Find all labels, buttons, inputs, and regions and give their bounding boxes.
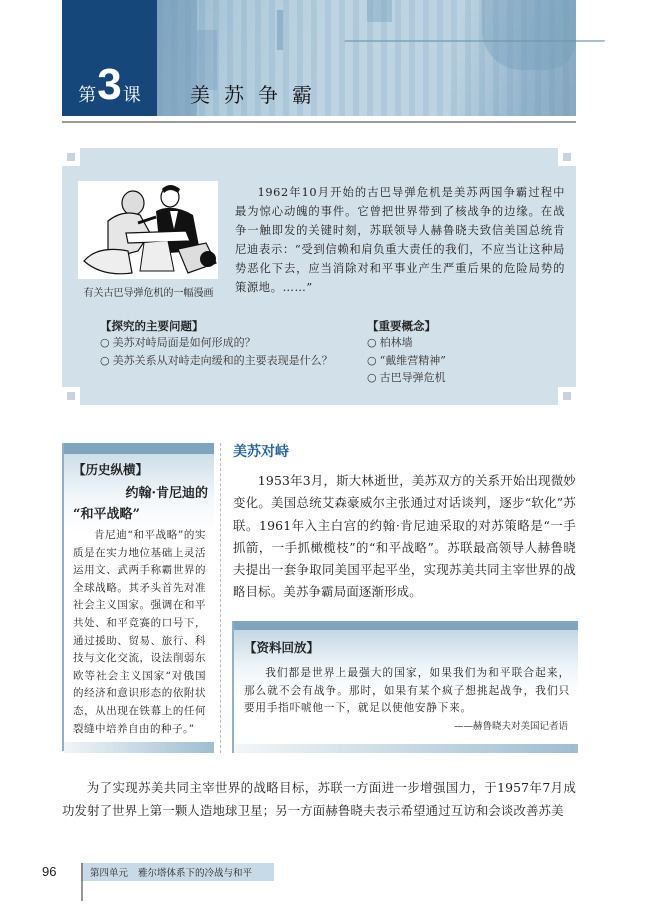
section-title: 美苏对峙 bbox=[233, 444, 289, 460]
intro-paragraph-text: 1962年10月开始的古巴导弹危机是美苏两国争霸过程中最为惊心动魄的事件。它曾把世界带到了核战争的边缘。在战争一触即发的关键时刻，苏联领导人赫鲁晓夫致信美国总统肯尼迪表示：“受到信赖和肩负重大责任的我们，不应当让这种局势恶化下去，应当消除对和平事业产生严重后果的危险局势的策源地。……” bbox=[235, 186, 565, 294]
cartoon-caption: 有关古巴导弹危机的一幅漫画 bbox=[83, 288, 214, 299]
footer-divider bbox=[81, 881, 83, 901]
lesson-suffix: 课 bbox=[122, 85, 141, 105]
lesson-prefix: 第 bbox=[78, 85, 97, 105]
cuban-missile-crisis-cartoon bbox=[78, 181, 218, 279]
page-number: 96 bbox=[42, 864, 57, 879]
section-paragraph bbox=[233, 470, 576, 604]
section-paragraph-text: 1953年3月，斯大林逝世，美苏双方的关系开始出现微妙变化。美国总统艾森豪威尔主张通过对话谈判，逐步“软化”苏联。1961年入主白宫的约翰·肯尼迪采取的对苏策略是“一手抓箭，一手抓橄榄枝”的“和平战略”。苏联最高领导人赫鲁晓夫提出一套争取同美国平起平坐，实现苏美共同主宰世界的战略目标。美苏争霸局面逐渐形成。 bbox=[233, 473, 576, 600]
history-sidebar-body bbox=[73, 527, 206, 738]
column-divider bbox=[220, 443, 221, 753]
main-questions-heading: 【探究的主要问题】 bbox=[100, 319, 204, 333]
main-questions bbox=[100, 318, 360, 369]
lesson-title: 美苏争霸 bbox=[190, 83, 326, 107]
data-replay-quote bbox=[244, 665, 570, 718]
concept-item: ○ 柏林墙 bbox=[367, 334, 517, 352]
intro-paragraph bbox=[235, 183, 565, 297]
header-divider bbox=[62, 121, 576, 123]
continuation-paragraph-text: 为了实现苏美共同主宰世界的战略目标，苏联一方面进一步增强国力，于1957年7月成功发射了世界上第一颗人造地球卫星；另一方面赫鲁晓夫表示希望通过互访和会谈改善苏美 bbox=[62, 780, 576, 818]
sidebar-title-line1: 约翰·肯尼迪的 bbox=[125, 486, 208, 501]
history-sidebar-heading: 【历史纵横】 bbox=[73, 462, 149, 477]
corner-ornament bbox=[558, 387, 576, 405]
concept-item: ○ “戴维营精神” bbox=[367, 352, 517, 370]
corner-ornament bbox=[558, 148, 576, 166]
building-silhouette bbox=[367, 0, 392, 22]
continuation-paragraph bbox=[62, 776, 576, 822]
replay-quote-text: 我们都是世界上最强大的国家，如果我们为和平联合起来，那么就不会有战争。那时，如果有某个疯子想挑起战争，我们只要用手指吓唬他一下，就足以使他安静下来。 bbox=[244, 667, 570, 714]
footer-unit-title: 雅尔塔体系下的冷战与和平 bbox=[138, 868, 253, 879]
tree-silhouette bbox=[277, 10, 283, 50]
question-item: ○ 美苏对峙局面是如何形成的？ bbox=[100, 334, 360, 352]
sidebar-bottom-band bbox=[64, 742, 214, 753]
footer-unit-label bbox=[90, 865, 252, 879]
data-replay-source: ——赫鲁晓夫对美国记者语 bbox=[453, 721, 568, 732]
replay-bottom-band bbox=[234, 744, 578, 753]
replay-top-band bbox=[234, 621, 578, 630]
data-replay-heading: 【资料回放】 bbox=[244, 640, 320, 655]
lesson-number-digit: 3 bbox=[97, 60, 122, 109]
corner-ornament bbox=[62, 148, 80, 166]
footer-unit: 第四单元 bbox=[90, 868, 129, 879]
lesson-number bbox=[62, 60, 157, 113]
main-questions-list bbox=[100, 334, 360, 369]
sidebar-body-text: 肯尼迪“和平战略”的实质是在实力地位基础上灵活运用文、武两手称霸世界的全球战略。其矛头首先对准社会主义国家。强调在和平共处、和平竞赛的口号下，通过援助、贸易、旅行、科技与文化交流，设法削弱东欧等社会主义国家“对俄国的经济和意识形态的依附状态，从出现在铁幕上的任何裂缝中培养自由的种子。” bbox=[73, 529, 206, 735]
key-concepts bbox=[367, 318, 517, 387]
history-sidebar-title bbox=[73, 483, 208, 525]
key-concepts-heading: 【重要概念】 bbox=[367, 319, 436, 333]
question-item: ○ 美苏关系从对峙走向缓和的主要表现是什么？ bbox=[100, 352, 360, 370]
key-concepts-list bbox=[367, 334, 517, 387]
corner-ornament bbox=[62, 387, 80, 405]
sidebar-title-line2: “和平战略” bbox=[73, 507, 140, 522]
sidebar-top-band bbox=[64, 443, 214, 454]
cartoon-illustration-icon bbox=[78, 181, 218, 279]
concept-item: ○ 古巴导弹危机 bbox=[367, 369, 517, 387]
